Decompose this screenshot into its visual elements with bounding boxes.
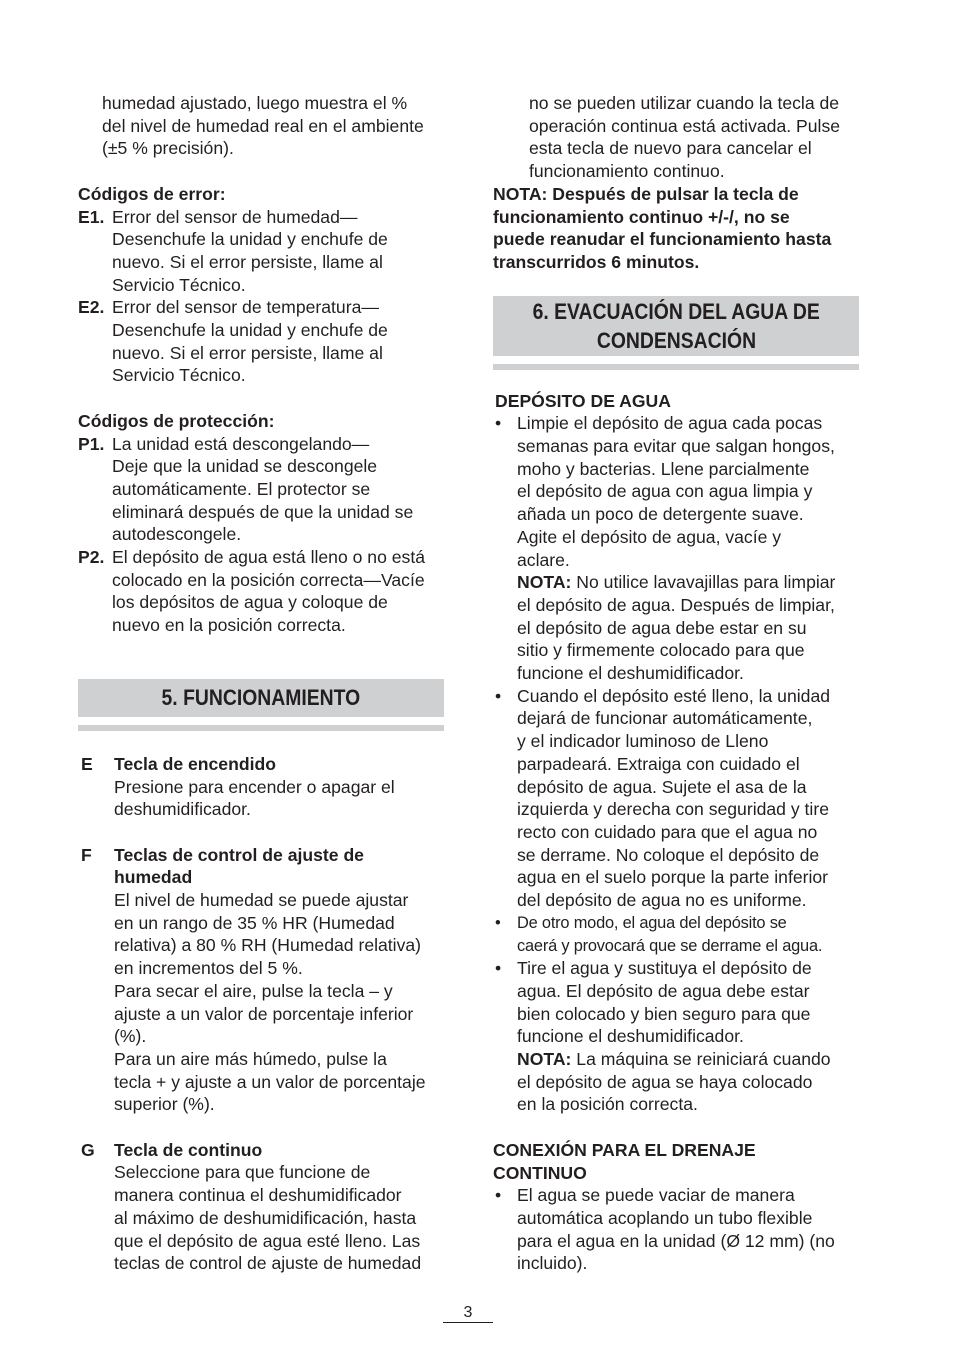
page-number: 3 — [463, 1304, 473, 1321]
intro-text: humedad ajustado, luego muestra el % del nivel de humedad real en el ambiente (±5 % precisión). — [102, 93, 424, 159]
error-code-e1: E1. Error del sensor de humedad— Desenchufe la unidad y enchufe de nuevo. Si el error persiste, llame al Servicio Técnico. — [78, 206, 388, 295]
protection-codes-heading: Códigos de protección: — [78, 410, 275, 431]
item-g-continuous-key: G Tecla de continuo Seleccione para que funcione de manera continua el deshumidificador al máximo de deshumidificación, hasta que el depósito de agua esté lleno. Las teclas de control de ajuste de humedad — [81, 1139, 422, 1274]
item-e-power-key: E Tecla de encendido Presione para encender o apagar el deshumidificador. — [81, 753, 395, 820]
list-item: • Tire el agua y sustituya el depósito de agua. El depósito de agua debe estar bien colocado y bien seguro para que funcione el deshumidificador. NOTA: La máquina se reiniciará cuando el depósito de agua se haya colocado en la posición correcta. — [495, 958, 831, 1115]
section-5-title: 5. FUNCIONAMIENTO — [161, 685, 361, 711]
section-6-header — [493, 296, 859, 370]
continuous-text: no se pueden utilizar cuando la tecla de operación continua está activada. Pulse esta tecla de nuevo para cancelar el funcionamiento continuo. — [529, 93, 841, 182]
list-item: • Cuando el depósito esté lleno, la unidad dejará de funcionar automáticamente, y el indicador luminoso de Lleno parpadeará. Extraiga con cuidado el depósito de agua. Sujete el asa de la izquierda y derecha con seguridad y tire recto con cuidado para que el agua no se derrame. No coloque el depósito de agua en el suelo porque la parte inferior del depósito de agua no es uniforme. — [495, 685, 831, 911]
list-item: • Limpie el depósito de agua cada pocas semanas para evitar que salgan hongos, moho y bacterias. Llene parcialmente el depósito de agua con agua limpia y añada un poco de detergente suave. Agite el depósito de agua, vacíe y aclare. NOTA: No utilice lavavajillas para limpiar el depósito de agua. Después de limpiar, el depósito de agua debe estar en su sitio y firmemente colocado para que funcione el deshumidificador. — [495, 413, 836, 684]
item-f-humidity-keys: F Teclas de control de ajuste de humedad El nivel de humedad se puede ajustar en un rango de 35 % HR (Humedad relativa) a 80 % RH (Humedad relativa) en incrementos del 5 %. Para secar el aire, pulse la tecla – y ajuste a un valor de porcentaje inferior (%). Para un aire más húmedo, pulse la tecla + y ajuste a un valor de porcentaje superior (%). — [81, 844, 426, 1115]
section-5-header — [78, 679, 444, 731]
water-tank-heading: DEPÓSITO DE AGUA — [495, 390, 671, 411]
drain-heading-line-2: CONTINUO — [493, 1162, 587, 1183]
protection-code-p2: P2. El depósito de agua está lleno o no está colocado en la posición correcta—Vacíe los depósitos de agua y coloque de nuevo en la posición correcta. — [78, 547, 426, 636]
page-number-rule — [443, 1322, 493, 1323]
right-column — [493, 92, 859, 1275]
drain-heading-line-1: CONEXIÓN PARA EL DRENAJE — [493, 1139, 756, 1160]
section-6-title-line-2: CONDENSACIÓN — [596, 327, 756, 353]
error-codes-heading: Códigos de error: — [78, 183, 226, 204]
left-column — [78, 92, 444, 1275]
error-code-e2: E2. Error del sensor de temperatura— Desenchufe la unidad y enchufe de nuevo. Si el error persiste, llame al Servicio Técnico. — [78, 297, 388, 386]
list-item: • El agua se puede vaciar de manera automática acoplando un tubo flexible para el agua en la unidad (Ø 12 mm) (no incluido). — [495, 1185, 835, 1274]
section-6-title-line-1: 6. EVACUACIÓN DEL AGUA DE — [532, 298, 820, 324]
protection-code-p1: P1. La unidad está descongelando— Deje que la unidad se descongele automáticamente. El protector se eliminará después de que la unidad se autodescongele. — [78, 433, 414, 545]
continuous-note: NOTA: Después de pulsar la tecla de funcionamiento continuo +/-/, no se puede reanudar el funcionamiento hasta transcurridos 6 minutos. — [493, 183, 832, 272]
list-item: • De otro modo, el agua del depósito se caerá y provocará que se derrame el agua. — [495, 913, 823, 955]
